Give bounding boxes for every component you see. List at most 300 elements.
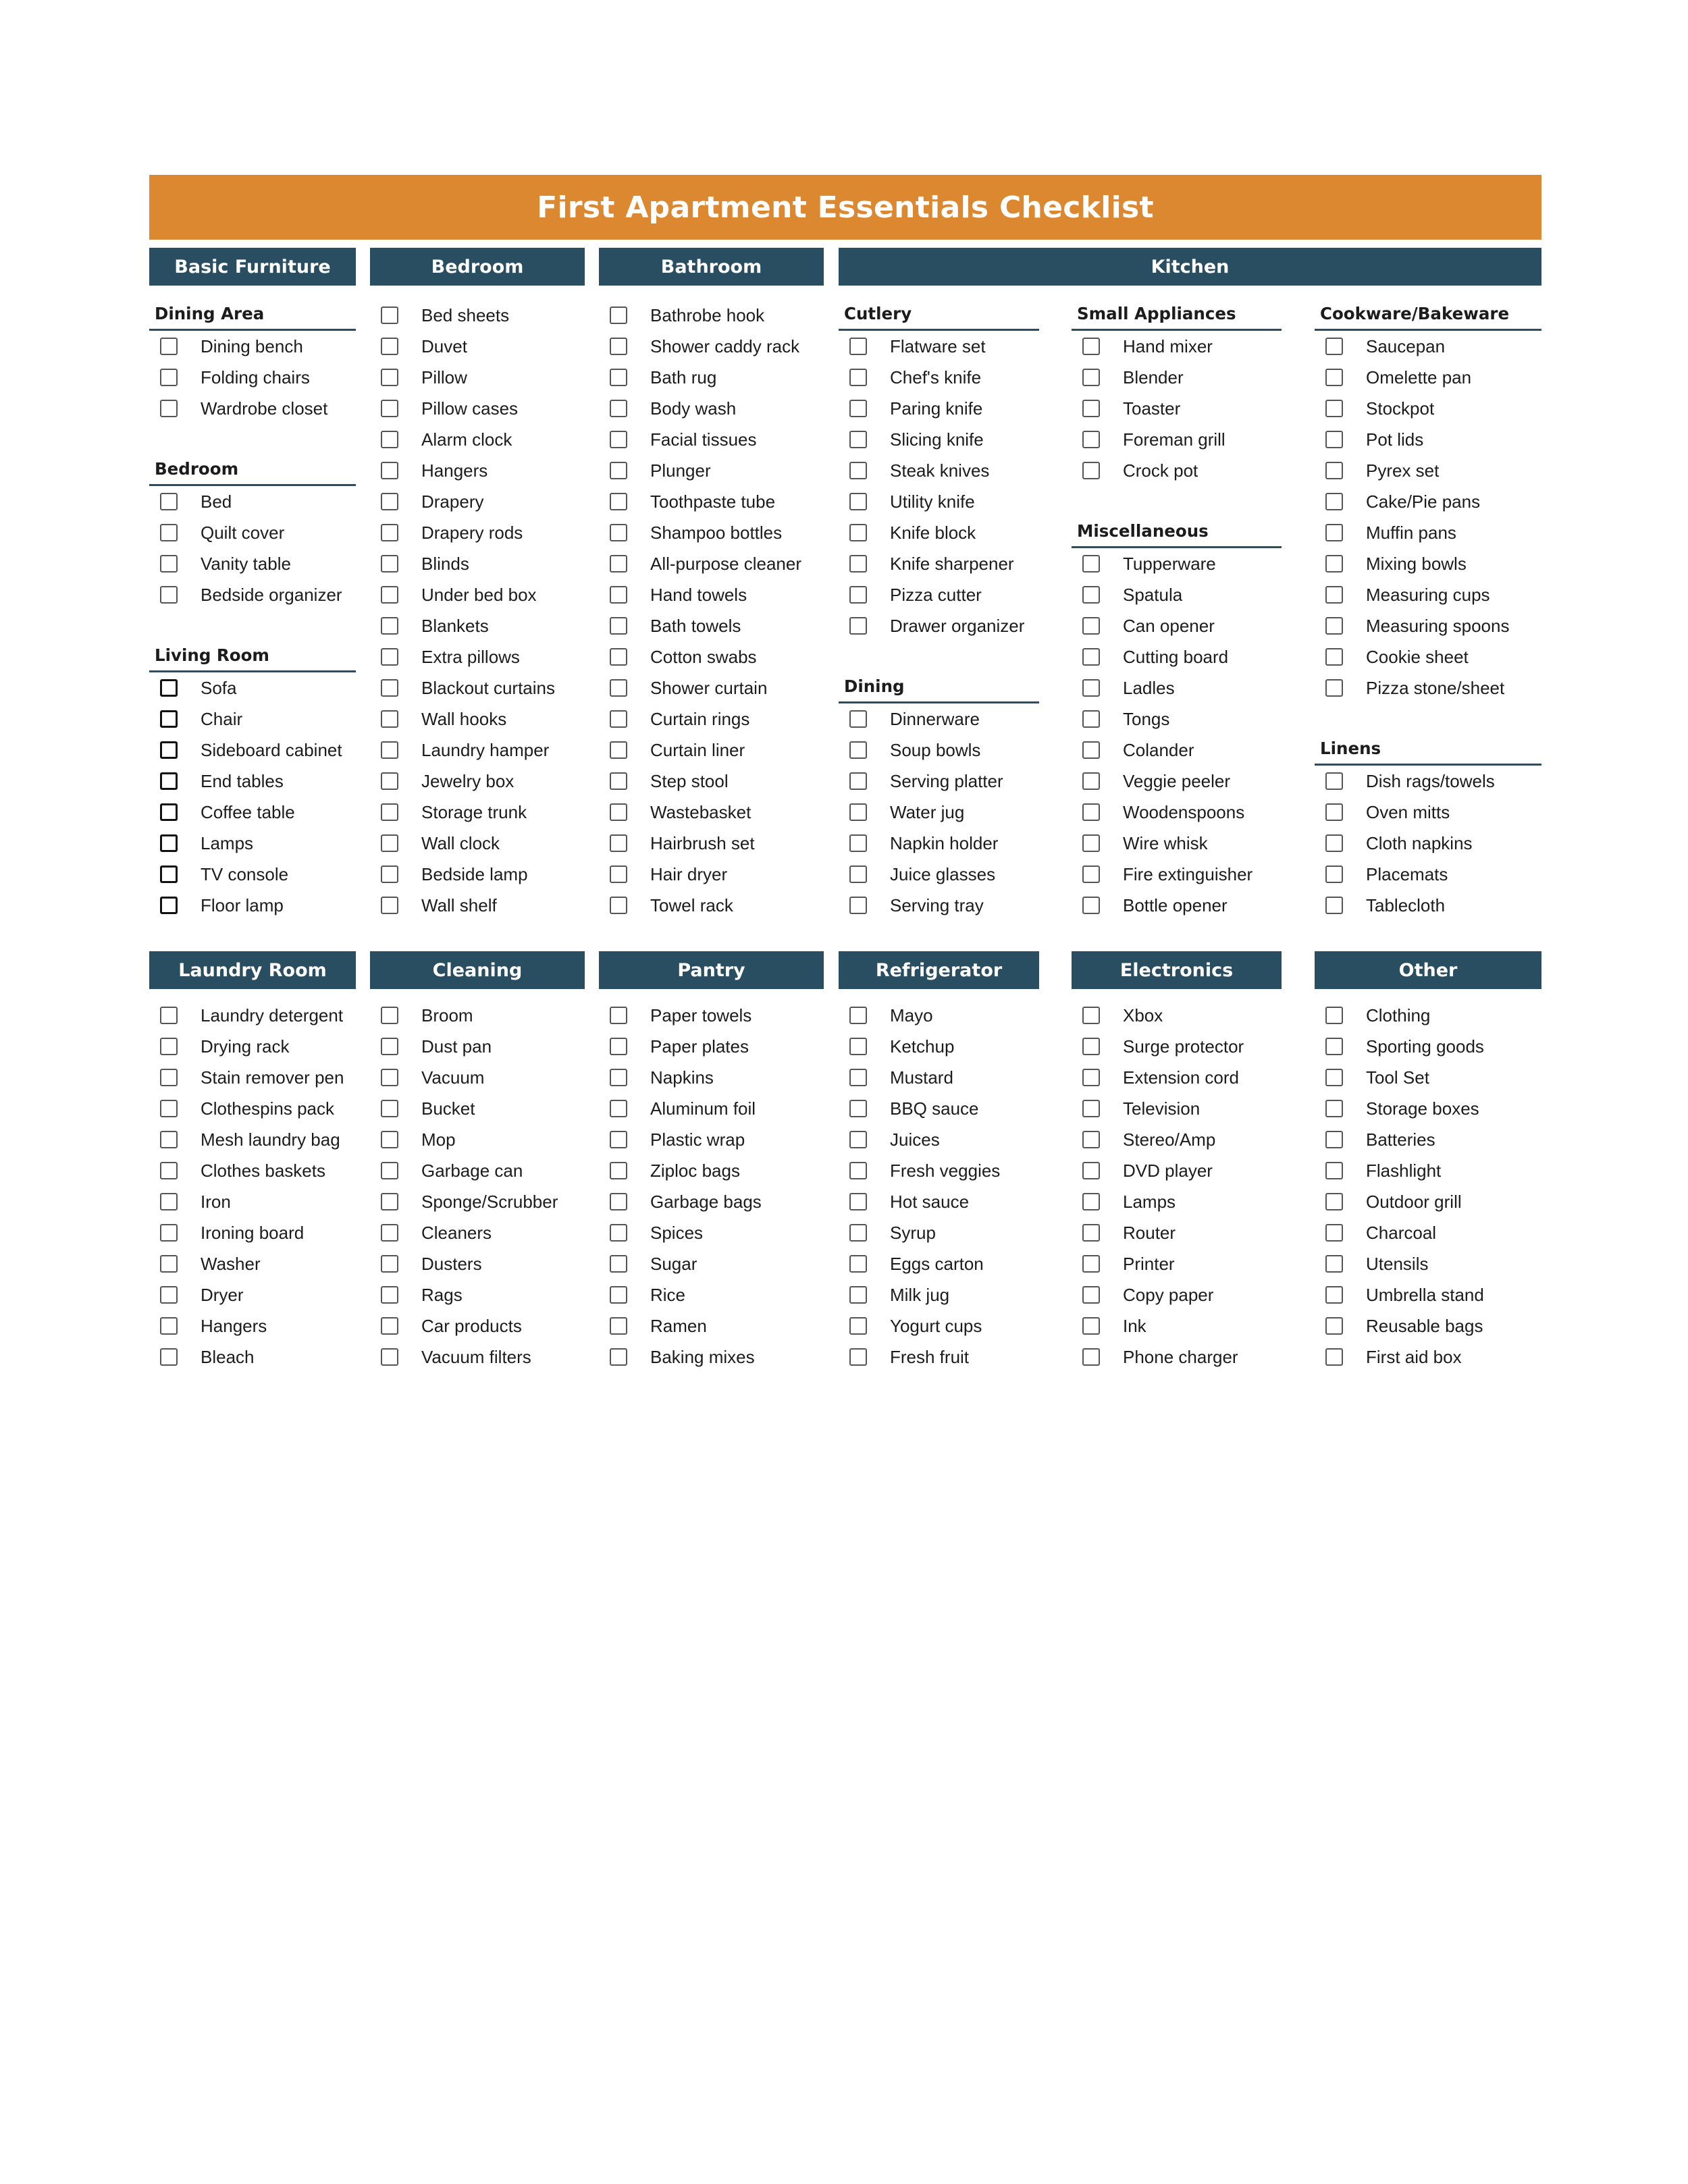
checklist-item[interactable] [1072, 1062, 1282, 1093]
checklist-item[interactable] [599, 486, 824, 517]
checkbox[interactable] [849, 1255, 867, 1273]
checklist-item[interactable] [149, 1279, 356, 1310]
checkbox[interactable] [610, 710, 627, 728]
checkbox[interactable] [849, 897, 867, 914]
checklist-item[interactable] [1315, 517, 1541, 548]
checkbox[interactable] [1325, 897, 1343, 914]
checklist-item[interactable] [370, 1279, 585, 1310]
checkbox[interactable] [610, 897, 627, 914]
checklist-item[interactable] [599, 1279, 824, 1310]
checklist-item[interactable] [1072, 1310, 1282, 1341]
checkbox[interactable] [381, 897, 398, 914]
checkbox[interactable] [1325, 617, 1343, 635]
checkbox[interactable] [381, 462, 398, 479]
checklist-item[interactable] [839, 735, 1039, 766]
checkbox[interactable] [381, 865, 398, 883]
checkbox[interactable] [160, 741, 178, 759]
checkbox[interactable] [381, 803, 398, 821]
checklist-item[interactable] [599, 1186, 824, 1217]
checkbox[interactable] [1325, 369, 1343, 386]
checkbox[interactable] [610, 369, 627, 386]
checklist-item[interactable] [599, 797, 824, 828]
checkbox[interactable] [1082, 834, 1100, 852]
checklist-item[interactable] [1072, 331, 1282, 362]
checklist-item[interactable] [839, 1310, 1039, 1341]
checklist-item[interactable] [1072, 1031, 1282, 1062]
checklist-item[interactable] [1315, 610, 1541, 641]
checkbox[interactable] [1082, 1162, 1100, 1179]
checkbox[interactable] [1325, 834, 1343, 852]
checkbox[interactable] [381, 493, 398, 510]
checklist-item[interactable] [1072, 1000, 1282, 1031]
checklist-item[interactable] [149, 393, 356, 424]
checkbox[interactable] [610, 1038, 627, 1055]
checkbox[interactable] [381, 586, 398, 604]
checklist-item[interactable] [370, 455, 585, 486]
checkbox[interactable] [160, 710, 178, 728]
checkbox[interactable] [160, 555, 178, 572]
checkbox[interactable] [381, 524, 398, 541]
checklist-item[interactable] [839, 890, 1039, 921]
checkbox[interactable] [610, 307, 627, 324]
checkbox[interactable] [1325, 1069, 1343, 1086]
checklist-item[interactable] [599, 610, 824, 641]
checkbox[interactable] [610, 1348, 627, 1366]
checklist-item[interactable] [599, 1031, 824, 1062]
checkbox[interactable] [1082, 1193, 1100, 1210]
checkbox[interactable] [381, 1131, 398, 1148]
checklist-item[interactable] [149, 1093, 356, 1124]
checklist-item[interactable] [149, 672, 356, 703]
checklist-item[interactable] [370, 672, 585, 703]
checkbox[interactable] [1325, 1100, 1343, 1117]
checklist-item[interactable] [1315, 1000, 1541, 1031]
checkbox[interactable] [160, 524, 178, 541]
checkbox[interactable] [610, 493, 627, 510]
checklist-item[interactable] [149, 1186, 356, 1217]
checklist-item[interactable] [1315, 1031, 1541, 1062]
checklist-item[interactable] [149, 1031, 356, 1062]
checklist-item[interactable] [370, 1248, 585, 1279]
checklist-item[interactable] [149, 797, 356, 828]
checklist-item[interactable] [839, 1062, 1039, 1093]
checklist-item[interactable] [1072, 548, 1282, 579]
checkbox[interactable] [381, 1286, 398, 1304]
checkbox[interactable] [381, 648, 398, 666]
checklist-item[interactable] [1072, 610, 1282, 641]
checkbox[interactable] [160, 1348, 178, 1366]
checkbox[interactable] [1082, 648, 1100, 666]
checkbox[interactable] [1082, 1286, 1100, 1304]
checkbox[interactable] [1325, 1162, 1343, 1179]
checklist-item[interactable] [370, 393, 585, 424]
checklist-item[interactable] [1315, 1248, 1541, 1279]
checkbox[interactable] [1325, 1038, 1343, 1055]
checkbox[interactable] [1325, 431, 1343, 448]
checklist-item[interactable] [1315, 641, 1541, 672]
checklist-item[interactable] [839, 797, 1039, 828]
checklist-item[interactable] [370, 362, 585, 393]
checklist-item[interactable] [1072, 641, 1282, 672]
checkbox[interactable] [160, 1193, 178, 1210]
checkbox[interactable] [849, 1286, 867, 1304]
checklist-item[interactable] [370, 1031, 585, 1062]
checkbox[interactable] [381, 679, 398, 697]
checklist-item[interactable] [370, 300, 585, 331]
checkbox[interactable] [1082, 1131, 1100, 1148]
checkbox[interactable] [1082, 338, 1100, 355]
checklist-item[interactable] [370, 1062, 585, 1093]
checkbox[interactable] [381, 400, 398, 417]
checklist-item[interactable] [839, 766, 1039, 797]
checklist-item[interactable] [149, 579, 356, 610]
checkbox[interactable] [1325, 1255, 1343, 1273]
checklist-item[interactable] [1315, 766, 1541, 797]
checklist-item[interactable] [149, 1248, 356, 1279]
checklist-item[interactable] [599, 1124, 824, 1155]
checkbox[interactable] [610, 1317, 627, 1335]
checklist-item[interactable] [599, 548, 824, 579]
checklist-item[interactable] [839, 455, 1039, 486]
checklist-item[interactable] [370, 766, 585, 797]
checkbox[interactable] [610, 400, 627, 417]
checkbox[interactable] [381, 307, 398, 324]
checkbox[interactable] [849, 1100, 867, 1117]
checklist-item[interactable] [370, 517, 585, 548]
checkbox[interactable] [1325, 462, 1343, 479]
checklist-item[interactable] [1072, 859, 1282, 890]
checkbox[interactable] [160, 1100, 178, 1117]
checklist-item[interactable] [1072, 766, 1282, 797]
checklist-item[interactable] [599, 579, 824, 610]
checkbox[interactable] [1325, 679, 1343, 697]
checklist-item[interactable] [839, 362, 1039, 393]
checkbox[interactable] [381, 1100, 398, 1117]
checkbox[interactable] [160, 1224, 178, 1242]
checklist-item[interactable] [839, 1000, 1039, 1031]
checkbox[interactable] [381, 431, 398, 448]
checklist-item[interactable] [149, 890, 356, 921]
checklist-item[interactable] [370, 797, 585, 828]
checklist-item[interactable] [370, 1124, 585, 1155]
checkbox[interactable] [381, 369, 398, 386]
checklist-item[interactable] [839, 1155, 1039, 1186]
checklist-item[interactable] [370, 703, 585, 735]
checkbox[interactable] [1325, 1317, 1343, 1335]
checkbox[interactable] [610, 1131, 627, 1148]
checkbox[interactable] [1082, 1317, 1100, 1335]
checkbox[interactable] [1082, 586, 1100, 604]
checkbox[interactable] [1325, 338, 1343, 355]
checklist-item[interactable] [370, 1155, 585, 1186]
checklist-item[interactable] [839, 517, 1039, 548]
checkbox[interactable] [849, 586, 867, 604]
checkbox[interactable] [160, 400, 178, 417]
checklist-item[interactable] [599, 641, 824, 672]
checklist-item[interactable] [1315, 486, 1541, 517]
checkbox[interactable] [849, 834, 867, 852]
checkbox[interactable] [381, 1193, 398, 1210]
checklist-item[interactable] [370, 890, 585, 921]
checkbox[interactable] [610, 772, 627, 790]
checkbox[interactable] [610, 462, 627, 479]
checkbox[interactable] [849, 431, 867, 448]
checkbox[interactable] [160, 897, 178, 914]
checklist-item[interactable] [1072, 1186, 1282, 1217]
checklist-item[interactable] [599, 1310, 824, 1341]
checklist-item[interactable] [1072, 672, 1282, 703]
checklist-item[interactable] [149, 1155, 356, 1186]
checkbox[interactable] [849, 1007, 867, 1024]
checklist-item[interactable] [839, 859, 1039, 890]
checkbox[interactable] [1325, 648, 1343, 666]
checklist-item[interactable] [370, 579, 585, 610]
checklist-item[interactable] [599, 1062, 824, 1093]
checkbox[interactable] [849, 772, 867, 790]
checkbox[interactable] [1082, 710, 1100, 728]
checkbox[interactable] [381, 1224, 398, 1242]
checklist-item[interactable] [839, 1093, 1039, 1124]
checkbox[interactable] [1082, 772, 1100, 790]
checkbox[interactable] [381, 1007, 398, 1024]
checkbox[interactable] [610, 1100, 627, 1117]
checklist-item[interactable] [1072, 1217, 1282, 1248]
checklist-item[interactable] [149, 1341, 356, 1373]
checkbox[interactable] [381, 1038, 398, 1055]
checkbox[interactable] [160, 1162, 178, 1179]
checklist-item[interactable] [599, 517, 824, 548]
checklist-item[interactable] [370, 1000, 585, 1031]
checkbox[interactable] [160, 1007, 178, 1024]
checklist-item[interactable] [839, 1124, 1039, 1155]
checklist-item[interactable] [1072, 797, 1282, 828]
checkbox[interactable] [610, 524, 627, 541]
checklist-item[interactable] [370, 1310, 585, 1341]
checklist-item[interactable] [839, 1279, 1039, 1310]
checklist-item[interactable] [149, 1000, 356, 1031]
checkbox[interactable] [381, 710, 398, 728]
checklist-item[interactable] [839, 828, 1039, 859]
checkbox[interactable] [381, 1317, 398, 1335]
checklist-item[interactable] [1315, 1310, 1541, 1341]
checklist-item[interactable] [839, 1031, 1039, 1062]
checkbox[interactable] [1325, 524, 1343, 541]
checklist-item[interactable] [1315, 1186, 1541, 1217]
checklist-item[interactable] [149, 517, 356, 548]
checklist-item[interactable] [1072, 1093, 1282, 1124]
checklist-item[interactable] [149, 766, 356, 797]
checkbox[interactable] [160, 1286, 178, 1304]
checklist-item[interactable] [149, 486, 356, 517]
checklist-item[interactable] [1072, 393, 1282, 424]
checkbox[interactable] [610, 679, 627, 697]
checklist-item[interactable] [839, 548, 1039, 579]
checklist-item[interactable] [839, 1217, 1039, 1248]
checklist-item[interactable] [599, 300, 824, 331]
checklist-item[interactable] [1072, 1155, 1282, 1186]
checkbox[interactable] [381, 338, 398, 355]
checkbox[interactable] [1325, 555, 1343, 572]
checklist-item[interactable] [1315, 1217, 1541, 1248]
checkbox[interactable] [381, 617, 398, 635]
checkbox[interactable] [160, 1131, 178, 1148]
checkbox[interactable] [1325, 865, 1343, 883]
checkbox[interactable] [849, 1224, 867, 1242]
checkbox[interactable] [610, 1162, 627, 1179]
checkbox[interactable] [610, 834, 627, 852]
checklist-item[interactable] [1315, 362, 1541, 393]
checkbox[interactable] [381, 1255, 398, 1273]
checklist-item[interactable] [599, 1341, 824, 1373]
checklist-item[interactable] [1315, 1124, 1541, 1155]
checkbox[interactable] [849, 1038, 867, 1055]
checklist-item[interactable] [599, 828, 824, 859]
checkbox[interactable] [849, 803, 867, 821]
checkbox[interactable] [160, 865, 178, 883]
checklist-item[interactable] [599, 455, 824, 486]
checklist-item[interactable] [839, 579, 1039, 610]
checklist-item[interactable] [839, 331, 1039, 362]
checklist-item[interactable] [1072, 828, 1282, 859]
checklist-item[interactable] [1072, 703, 1282, 735]
checkbox[interactable] [160, 803, 178, 821]
checkbox[interactable] [610, 617, 627, 635]
checklist-item[interactable] [370, 828, 585, 859]
checklist-item[interactable] [370, 610, 585, 641]
checkbox[interactable] [1082, 369, 1100, 386]
checklist-item[interactable] [1072, 890, 1282, 921]
checklist-item[interactable] [1315, 424, 1541, 455]
checklist-item[interactable] [1315, 1093, 1541, 1124]
checkbox[interactable] [1082, 1224, 1100, 1242]
checkbox[interactable] [610, 555, 627, 572]
checklist-item[interactable] [1315, 1062, 1541, 1093]
checkbox[interactable] [160, 834, 178, 852]
checklist-item[interactable] [839, 1248, 1039, 1279]
checklist-item[interactable] [599, 1093, 824, 1124]
checkbox[interactable] [1325, 1007, 1343, 1024]
checklist-item[interactable] [370, 1093, 585, 1124]
checkbox[interactable] [610, 586, 627, 604]
checklist-item[interactable] [1072, 362, 1282, 393]
checkbox[interactable] [160, 679, 178, 697]
checkbox[interactable] [610, 741, 627, 759]
checklist-item[interactable] [370, 424, 585, 455]
checkbox[interactable] [849, 865, 867, 883]
checkbox[interactable] [610, 1007, 627, 1024]
checkbox[interactable] [381, 772, 398, 790]
checklist-item[interactable] [1072, 1279, 1282, 1310]
checklist-item[interactable] [1315, 331, 1541, 362]
checkbox[interactable] [610, 338, 627, 355]
checklist-item[interactable] [599, 859, 824, 890]
checklist-item[interactable] [370, 1217, 585, 1248]
checkbox[interactable] [610, 1224, 627, 1242]
checklist-item[interactable] [839, 424, 1039, 455]
checklist-item[interactable] [599, 424, 824, 455]
checklist-item[interactable] [149, 859, 356, 890]
checkbox[interactable] [849, 338, 867, 355]
checklist-item[interactable] [599, 890, 824, 921]
checkbox[interactable] [1082, 1348, 1100, 1366]
checkbox[interactable] [1082, 1100, 1100, 1117]
checkbox[interactable] [849, 400, 867, 417]
checklist-item[interactable] [599, 1217, 824, 1248]
checklist-item[interactable] [149, 828, 356, 859]
checklist-item[interactable] [599, 672, 824, 703]
checklist-item[interactable] [370, 641, 585, 672]
checklist-item[interactable] [1315, 859, 1541, 890]
checkbox[interactable] [849, 524, 867, 541]
checkbox[interactable] [849, 555, 867, 572]
checkbox[interactable] [381, 1348, 398, 1366]
checkbox[interactable] [1325, 803, 1343, 821]
checkbox[interactable] [1082, 555, 1100, 572]
checklist-item[interactable] [599, 362, 824, 393]
checklist-item[interactable] [599, 331, 824, 362]
checkbox[interactable] [849, 741, 867, 759]
checkbox[interactable] [381, 741, 398, 759]
checklist-item[interactable] [599, 735, 824, 766]
checkbox[interactable] [1325, 1348, 1343, 1366]
checkbox[interactable] [849, 1193, 867, 1210]
checkbox[interactable] [849, 1317, 867, 1335]
checklist-item[interactable] [149, 1310, 356, 1341]
checklist-item[interactable] [1072, 1124, 1282, 1155]
checkbox[interactable] [160, 1255, 178, 1273]
checkbox[interactable] [160, 338, 178, 355]
checklist-item[interactable] [1072, 1341, 1282, 1373]
checklist-item[interactable] [1072, 424, 1282, 455]
checklist-item[interactable] [149, 1217, 356, 1248]
checkbox[interactable] [1082, 462, 1100, 479]
checklist-item[interactable] [149, 1062, 356, 1093]
checkbox[interactable] [610, 1069, 627, 1086]
checklist-item[interactable] [149, 362, 356, 393]
checkbox[interactable] [849, 1162, 867, 1179]
checklist-item[interactable] [370, 548, 585, 579]
checkbox[interactable] [1325, 1224, 1343, 1242]
checkbox[interactable] [1082, 679, 1100, 697]
checkbox[interactable] [1082, 741, 1100, 759]
checkbox[interactable] [1325, 400, 1343, 417]
checkbox[interactable] [610, 803, 627, 821]
checkbox[interactable] [849, 1348, 867, 1366]
checklist-item[interactable] [149, 1124, 356, 1155]
checklist-item[interactable] [599, 393, 824, 424]
checklist-item[interactable] [1315, 1341, 1541, 1373]
checklist-item[interactable] [149, 703, 356, 735]
checklist-item[interactable] [1315, 393, 1541, 424]
checkbox[interactable] [160, 369, 178, 386]
checklist-item[interactable] [149, 331, 356, 362]
checkbox[interactable] [1082, 897, 1100, 914]
checkbox[interactable] [849, 1131, 867, 1148]
checklist-item[interactable] [370, 1186, 585, 1217]
checklist-item[interactable] [1315, 455, 1541, 486]
checkbox[interactable] [1325, 586, 1343, 604]
checkbox[interactable] [1082, 1069, 1100, 1086]
checkbox[interactable] [1325, 1286, 1343, 1304]
checklist-item[interactable] [1315, 579, 1541, 610]
checkbox[interactable] [160, 493, 178, 510]
checkbox[interactable] [1082, 1255, 1100, 1273]
checkbox[interactable] [1325, 1193, 1343, 1210]
checklist-item[interactable] [1072, 579, 1282, 610]
checklist-item[interactable] [839, 703, 1039, 735]
checkbox[interactable] [849, 1069, 867, 1086]
checklist-item[interactable] [839, 610, 1039, 641]
